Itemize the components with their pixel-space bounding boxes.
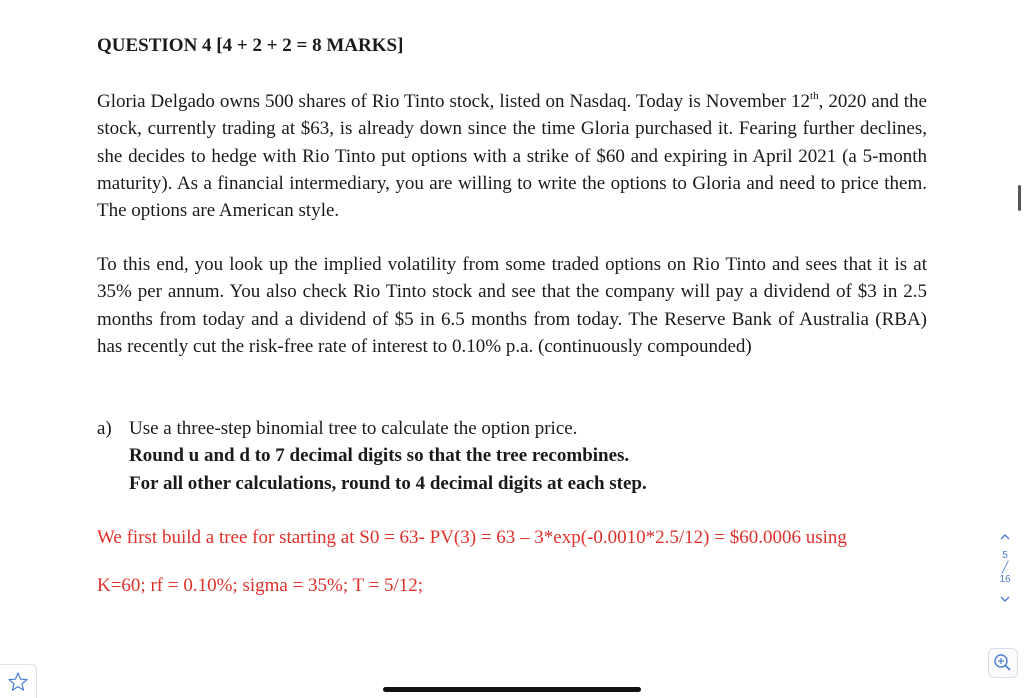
answer-line-1: We first build a tree for starting at S0 = 63- PV(3) = 63 – 3*exp(-0.0010*2.5/12) = $60.0006 using (97, 527, 847, 548)
home-indicator[interactable] (383, 687, 641, 692)
page-navigator (992, 530, 1018, 606)
part-a (97, 415, 927, 497)
page-separator: ╱ (1001, 562, 1009, 574)
page-indicator (992, 550, 1018, 586)
question-heading: QUESTION 4 [4 + 2 + 2 = 8 MARKS] (97, 35, 404, 56)
question-paragraph-1 (97, 88, 927, 224)
part-a-marker: a) (97, 418, 112, 439)
date-superscript: th (810, 90, 819, 102)
chevron-up-icon[interactable] (992, 530, 1018, 544)
paragraph-1-rest: , 2020 and the stock, currently trading at $63, is already down since the time Gloria purchased it. Fearing further declines, she decides to hedge with Rio Tinto put options with a strike of $60 and expiring in April 2021 (a 5-month maturity). As a financial intermediary, you are willing to write the options to Gloria and need to price them. The options are American style. (97, 91, 927, 222)
page-current: 5 (1002, 550, 1008, 561)
zoom-button[interactable] (988, 648, 1018, 678)
star-icon (0, 686, 36, 698)
chevron-down-icon[interactable] (992, 592, 1018, 606)
part-a-instruction: Use a three-step binomial tree to calculate the option price. (129, 418, 578, 439)
answer-line-2: K=60; rf = 0.10%; sigma = 35%; T = 5/12; (97, 575, 424, 596)
paragraph-1-start: Gloria Delgado owns 500 shares of Rio Tinto stock, listed on Nasdaq. Today is November 12 (97, 91, 811, 112)
question-paragraph-2: To this end, you look up the implied volatility from some traded options on Rio Tinto and sees that it is at 35% per annum. You also check Rio Tinto stock and see that the company will pay a dividend of $3 in 2.5 months from today and a dividend of $5 in 6.5 months from today. The Reserve Bank of Australia (RBA) has recently cut the risk-free rate of interest to 0.10% p.a. (continuously compounded) (97, 254, 927, 357)
zoom-in-icon (989, 664, 1017, 681)
part-a-rounding-other: For all other calculations, round to 4 decimal digits at each step. (129, 472, 647, 494)
scrollbar-thumb[interactable] (1018, 185, 1021, 211)
document-page (97, 30, 927, 596)
page-total: 16 (999, 574, 1011, 585)
bookmark-button[interactable] (0, 664, 37, 698)
part-a-rounding-ud: Round u and d to 7 decimal digits so that the tree recombines. (129, 445, 630, 467)
